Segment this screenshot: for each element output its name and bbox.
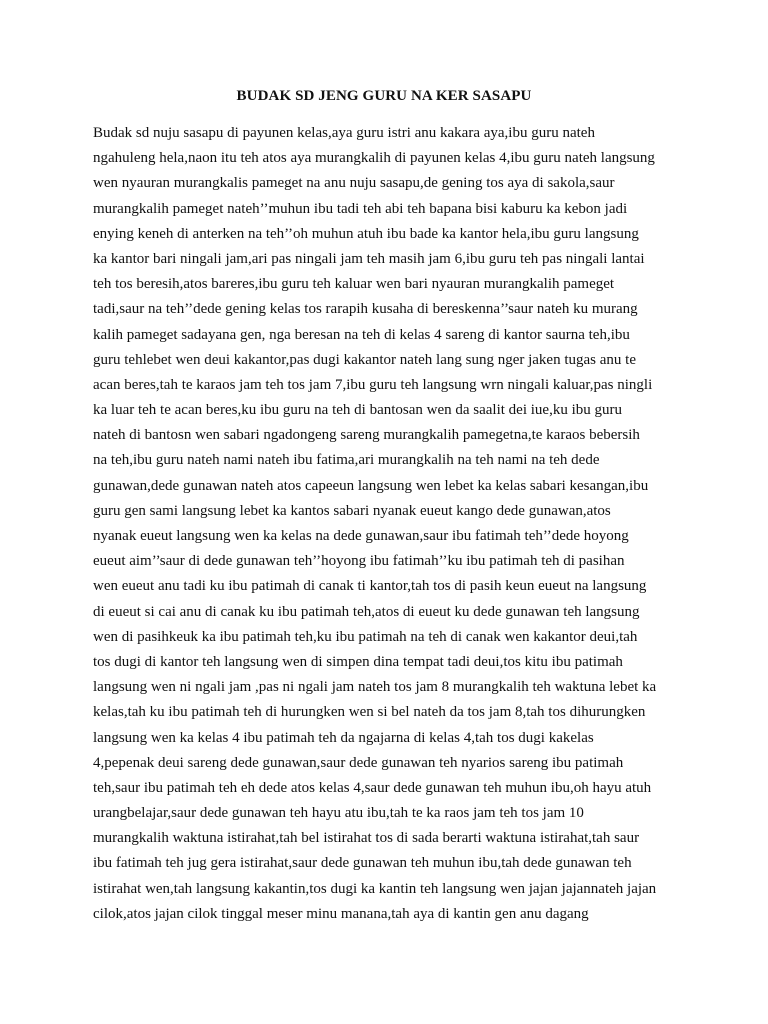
text-line: na teh,ibu guru nateh nami nateh ibu fatima,ari murangkalih na teh nami na teh dede	[93, 452, 600, 469]
text-line: tadi,saur na teh’’dede gening kelas tos rarapih kusaha di bereskenna’’saur nateh ku murang	[93, 301, 638, 318]
text-line: ngahuleng hela,naon itu teh atos aya murangkalih di payunen kelas 4,ibu guru nateh langsung	[93, 150, 655, 167]
document-title: BUDAK SD JENG GURU NA KER SASAPU	[236, 88, 532, 104]
text-line: teh tos beresih,atos bareres,ibu guru teh kaluar wen bari nyauran murangkalih pameget	[93, 276, 615, 293]
text-line: ka luar teh te acan beres,ku ibu guru na teh di bantosan wen da saalit dei iue,ku ibu guru	[93, 402, 622, 419]
text-line: guru gen sami langsung lebet ka kantos sabari nyanak eueut kango dede gunawan,atos	[93, 502, 611, 519]
text-line: langsung wen ka kelas 4 ibu patimah teh da ngajarna di kelas 4,tah tos dugi kakelas	[93, 729, 594, 746]
text-line: acan beres,tah te karaos jam teh tos jam 7,ibu guru teh langsung wrn ningali kaluar,pas ningli	[93, 376, 653, 393]
text-line: guru tehlebet wen deui kakantor,pas dugi kakantor nateh lang sung nger jaken tugas anu te	[93, 351, 636, 368]
text-line: ibu fatimah teh jug gera istirahat,saur dede gunawan teh muhun ibu,tah dede gunawan teh	[93, 855, 632, 872]
text-line: enying keneh di anterken na teh’’oh muhun atuh ibu bade ka kantor hela,ibu guru langsung	[93, 225, 639, 242]
text-line: kalih pameget sadayana gen, nga beresan na teh di kelas 4 sareng di kantor saurna teh,ibu	[93, 326, 630, 343]
text-line: kelas,tah ku ibu patimah teh di hurungken wen si bel nateh da tos jam 8,tah tos dihurungken	[93, 704, 646, 721]
text-line: cilok,atos jajan cilok tinggal meser minu manana,tah aya di kantin gen anu dagang	[93, 905, 589, 922]
text-line: ka kantor bari ningali jam,ari pas ningali jam teh masih jam 6,ibu guru teh pas ningali lantai	[93, 250, 645, 267]
text-line: wen eueut anu tadi ku ibu patimah di canak ti kantor,tah tos di pasih keun eueut na langsung	[93, 578, 647, 595]
text-line: nateh di bantosn wen sabari ngadongeng sareng murangkalih pamegetna,te karaos bebersih	[93, 427, 640, 444]
document-body	[93, 121, 693, 927]
text-line: tos dugi di kantor teh langsung wen di simpen dina tempat tadi deui,tos kitu ibu patimah	[93, 653, 623, 670]
text-line: di eueut si cai anu di canak ku ibu patimah teh,atos di eueut ku dede gunawan teh langsung	[93, 603, 640, 620]
text-line: langsung wen ni ngali jam ,pas ni ngali jam nateh tos jam 8 murangkalih teh waktuna lebet ka	[93, 679, 657, 696]
text-line: gunawan,dede gunawan nateh atos capeeun langsung wen lebet ka kelas sabari kesangan,ibu	[93, 477, 649, 494]
text-line: teh,saur ibu patimah teh eh dede atos kelas 4,saur dede gunawan teh muhun ibu,oh hayu atuh	[93, 779, 652, 796]
text-line: eueut aim’’saur di dede gunawan teh’’hoyong ibu fatimah’’ku ibu patimah teh di pasihan	[93, 553, 625, 570]
text-line: murangkalih pameget nateh’’muhun ibu tadi teh abi teh bapana bisi kaburu ka kebon jadi	[93, 200, 628, 217]
text-line: murangkalih waktuna istirahat,tah bel istirahat tos di sada berarti waktuna istirahat,tah saur	[93, 830, 640, 847]
text-line: urangbelajar,saur dede gunawan teh hayu atu ibu,tah te ka raos jam teh tos jam 10	[93, 805, 584, 822]
text-line: nyanak eueut langsung wen ka kelas na dede gunawan,saur ibu fatimah teh’’dede hoyong	[93, 528, 629, 544]
text-line: wen di pasihkeuk ka ibu patimah teh,ku ibu patimah na teh di canak wen kakantor deui,tah	[93, 628, 638, 645]
text-line: wen nyauran murangkalis pameget na anu nuju sasapu,de gening tos aya di sakola,saur	[93, 175, 615, 192]
text-line: istirahat wen,tah langsung kakantin,tos dugi ka kantin teh langsung wen jajan jajannateh jajan	[93, 880, 657, 897]
text-line: 4,pepenak deui sareng dede gunawan,saur dede gunawan teh nyarios sareng ibu patimah	[93, 754, 624, 771]
text-line: Budak sd nuju sasapu di payunen kelas,aya guru istri anu kakara aya,ibu guru nateh	[93, 125, 595, 141]
